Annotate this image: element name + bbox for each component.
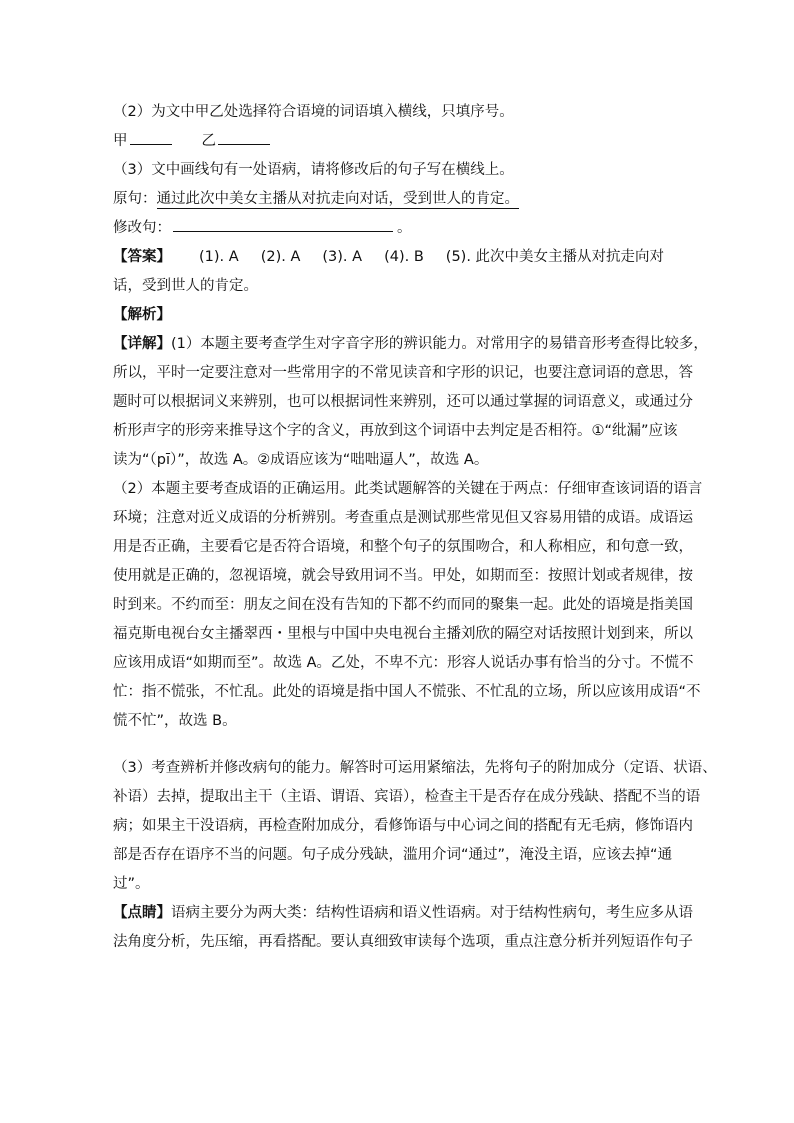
part2-line: 福克斯电视台女主播翠西・里根与中国中央电视台主播刘欣的隔空对话按照计划到来，所以 xyxy=(113,626,693,642)
part2-line: 用是否正确，主要看它是否符合语境，和整个句子的氛围吻合，和人称相应，和句意一致， xyxy=(113,539,693,555)
tip-paragraph xyxy=(113,899,693,957)
detail-paragraph xyxy=(113,330,708,475)
part3-line: （3）考查辨析并修改病句的能力。解答时可运用紧缩法，先将句子的附加成分（定语、状语、 xyxy=(113,760,717,776)
blank-yi[interactable] xyxy=(218,130,270,145)
part2-line: 忙：指不慌张，不忙乱。此处的语境是指中国人不慌张、不忙乱的立场，所以应该用成语“不 xyxy=(113,684,701,700)
tip-line: 【点睛】语病主要分为两大类：结构性语病和语义性语病。对于结构性病句，考生应多从语 xyxy=(113,905,693,921)
part2-line: 应该用成语“如期而至”。故选 A。乙处，不卑不亢：形容人说话办事有恰当的分寸。不慌不 xyxy=(113,655,694,671)
original-sentence: 通过此次中美女主播从对抗走向对话，受到世人的肯定。 xyxy=(156,191,519,207)
part2-line: 使用就是正确的，忽视语境，就会导致用词不当。甲处，如期而至：按照计划或者规律，按 xyxy=(113,568,693,584)
revise-label: 修改句： xyxy=(113,220,171,236)
paragraph-gap xyxy=(113,736,681,754)
tip-label: 【点睛】 xyxy=(113,905,171,921)
part2-line: （2）本题主要考查成语的正确运用。此类试题解答的关键在于两点：仔细审查该词语的语言 xyxy=(113,481,703,497)
detail-line: 读为“（pī）”，故选 A。②成语应该为“咄咄逼人”，故选 A。 xyxy=(113,452,489,468)
label-jia: 甲 xyxy=(113,133,128,149)
answer-item-3: (3). A xyxy=(322,249,363,265)
detail-line: 【详解】(1）本题主要考查学生对字音字形的辨识能力。对常用字的易错音形考查得比较多， xyxy=(113,336,708,352)
document-page xyxy=(113,98,717,957)
part3-line: 部是否存在语序不当的问题。句子成分残缺，滥用介词“通过”，淹没主语，应该去掉“通 xyxy=(113,847,673,863)
revise-end: 。 xyxy=(397,220,412,236)
analysis-label: 【解析】 xyxy=(113,307,171,323)
tip-line: 法角度分析，先压缩，再看搭配。要认真细致审读每个选项，重点注意分析并列短语作句子 xyxy=(113,934,693,950)
answer-item-5: (5). 此次中美女主播从对抗走向对 xyxy=(445,249,665,265)
part3-paragraph xyxy=(113,754,717,899)
answer-continuation: 话，受到世人的肯定。 xyxy=(113,278,258,294)
question-3-prompt: （3）文中画线句有一处语病，请将修改后的句子写在横线上。 xyxy=(113,162,514,178)
part2-line: 时到来。不约而至：朋友之间在没有告知的下都不约而同的聚集一起。此处的语境是指美国 xyxy=(113,597,693,613)
answer-item-1: (1). A xyxy=(199,249,239,265)
revise-blank[interactable] xyxy=(173,217,393,232)
answer-item-2: (2). A xyxy=(260,249,301,265)
original-sentence-line xyxy=(113,185,681,214)
label-yi: 乙 xyxy=(201,133,216,149)
revise-sentence-line xyxy=(113,214,681,243)
question-2-blanks xyxy=(113,127,681,156)
original-label: 原句： xyxy=(113,191,157,207)
answer-line xyxy=(113,243,681,272)
part3-line: 过”。 xyxy=(113,876,150,892)
blank-jia[interactable] xyxy=(130,130,172,145)
detail-line: 题时可以根据词义来辨别，也可以根据词性来辨别，还可以通过掌握的词语意义，或通过分 xyxy=(113,394,693,410)
detail-line: 所以，平时一定要注意对一些常用字的不常见读音和字形的识记，也要注意词语的意思，答 xyxy=(113,365,693,381)
part2-paragraph xyxy=(113,475,703,736)
question-2-prompt: （2）为文中甲乙处选择符合语境的词语填入横线，只填序号。 xyxy=(113,104,514,120)
part3-line: 补语）去掉，提取出主干（主语、谓语、宾语），检查主干是否存在成分残缺、搭配不当的语 xyxy=(113,789,701,805)
part2-line: 环境；注意对近义成语的分析辨别。考查重点是测试那些常见但又容易用错的成语。成语运 xyxy=(113,510,693,526)
part2-line: 慌不忙”，故选 B。 xyxy=(113,713,237,729)
answer-label: 【答案】 xyxy=(113,249,171,265)
part3-line: 病；如果主干没语病，再检查附加成分，看修饰语与中心词之间的搭配有无毛病，修饰语内 xyxy=(113,818,693,834)
detail-line: 析形声字的形旁来推导这个字的含义，再放到这个词语中去判定是否相符。①“纰漏”应该 xyxy=(113,423,678,439)
detail-label: 【详解】 xyxy=(113,336,171,352)
answer-item-4: (4). B xyxy=(384,249,424,265)
